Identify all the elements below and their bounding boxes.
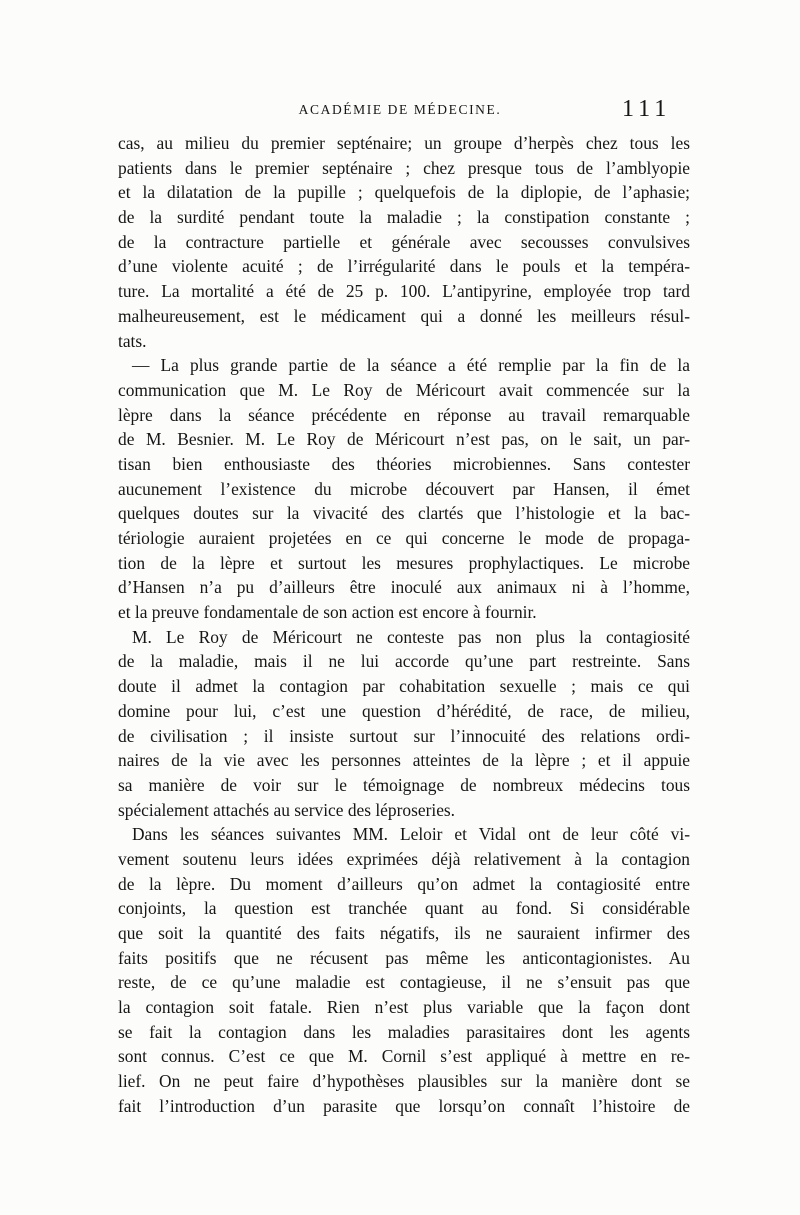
body-line: quelques doutes sur la vivacité des clartés que l’histologie et la bac- xyxy=(118,503,690,524)
body-line: se fait la contagion dans les maladies parasitaires dont les agents xyxy=(118,1021,690,1042)
body-line: conjoints, la question est tranchée quant au fond. Si considérable xyxy=(118,898,690,919)
paragraph-1 xyxy=(118,131,690,353)
paragraph-2 xyxy=(118,353,690,625)
body-line: sa manière de voir sur le témoignage de nombreux médecins tous xyxy=(118,774,690,795)
body-text xyxy=(118,131,690,1119)
body-line: vement soutenu leurs idées exprimées déjà relativement à la contagion xyxy=(118,848,690,869)
body-line: communication que M. Le Roy de Méricourt avait commencée sur la xyxy=(118,379,690,400)
body-line: aucunement l’existence du microbe découvert par Hansen, il émet xyxy=(118,478,690,499)
paragraph-3 xyxy=(118,625,690,823)
body-line: de la lèpre. Du moment d’ailleurs qu’on admet la contagiosité entre xyxy=(118,873,690,894)
body-line: — La plus grande partie de la séance a été remplie par la fin de la xyxy=(132,355,690,376)
body-line: de la contracture partielle et générale avec secousses convulsives xyxy=(118,231,690,252)
body-line: la contagion soit fatale. Rien n’est plus variable que la façon dont xyxy=(118,997,690,1018)
body-line: ture. La mortalité a été de 25 p. 100. L’antipyrine, employée trop tard xyxy=(118,281,690,302)
body-line: tériologie auraient projetées en ce qui concerne le mode de propaga- xyxy=(118,528,690,548)
body-line: Dans les séances suivantes MM. Leloir et Vidal ont de leur côté vi- xyxy=(132,824,690,845)
body-line: domine pour lui, c’est une question d’hérédité, de race, de milieu, xyxy=(118,700,690,721)
body-line: malheureusement, est le médicament qui a donné les meilleurs résul- xyxy=(118,305,690,326)
body-line: doute il admet la contagion par cohabitation sexuelle ; mais ce qui xyxy=(118,676,690,697)
body-line: de civilisation ; il insiste surtout sur l’innocuité des relations ordi- xyxy=(118,725,690,746)
body-line: M. Le Roy de Méricourt ne conteste pas non plus la contagiosité xyxy=(132,626,690,647)
body-line: de la maladie, mais il ne lui accorde qu’une part restreinte. Sans xyxy=(118,651,690,672)
body-line: patients dans le premier septénaire ; chez presque tous de l’amblyopie xyxy=(118,157,690,178)
body-line: lief. On ne peut faire d’hypothèses plausibles sur la manière dont se xyxy=(118,1071,690,1092)
body-line: spécialement attachés au service des léproseries. xyxy=(118,799,456,820)
body-line: et la preuve fondamentale de son action est encore à fournir. xyxy=(118,602,537,623)
body-line: fait l’introduction d’un parasite que lorsqu’on connaît l’histoire de xyxy=(118,1095,690,1116)
body-line: sont connus. C’est ce que M. Cornil s’est appliqué à mettre en re- xyxy=(118,1046,690,1067)
body-line: que soit la quantité des faits négatifs, ils ne sauraient infirmer des xyxy=(118,923,690,943)
body-line: et la dilatation de la pupille ; quelquefois de la diplopie, de l’aphasie; xyxy=(118,182,690,203)
body-line: d’une violente acuité ; de l’irrégularité dans le pouls et la tempéra- xyxy=(118,256,690,277)
body-line: tion de la lèpre et surtout les mesures prophylactiques. Le microbe xyxy=(118,552,690,573)
body-line: cas, au milieu du premier septénaire; un groupe d’herpès chez tous les xyxy=(118,133,690,153)
body-line: tisan bien enthousiaste des théories microbiennes. Sans contester xyxy=(118,453,690,474)
running-title: ACADÉMIE DE MÉDECINE. xyxy=(298,102,502,117)
page-number: 111 xyxy=(622,96,672,122)
body-line: de M. Besnier. M. Le Roy de Méricourt n’est pas, on le sait, un par- xyxy=(118,429,690,450)
paragraph-4 xyxy=(118,822,690,1118)
body-line: tats. xyxy=(118,330,147,351)
body-line: reste, de ce qu’une maladie est contagieuse, il ne s’ensuit pas que xyxy=(118,972,690,993)
body-line: naires de la vie avec les personnes atteintes de la lèpre ; et il appuie xyxy=(118,750,690,771)
body-line: faits positifs que ne récusent pas même les anticontagionistes. Au xyxy=(118,947,690,968)
body-line: de la surdité pendant toute la maladie ; la constipation constante ; xyxy=(118,207,690,228)
body-line: d’Hansen n’a pu d’ailleurs être inoculé aux animaux ni à l’homme, xyxy=(118,577,690,598)
body-line: lèpre dans la séance précédente en réponse au travail remarquable xyxy=(118,404,690,425)
